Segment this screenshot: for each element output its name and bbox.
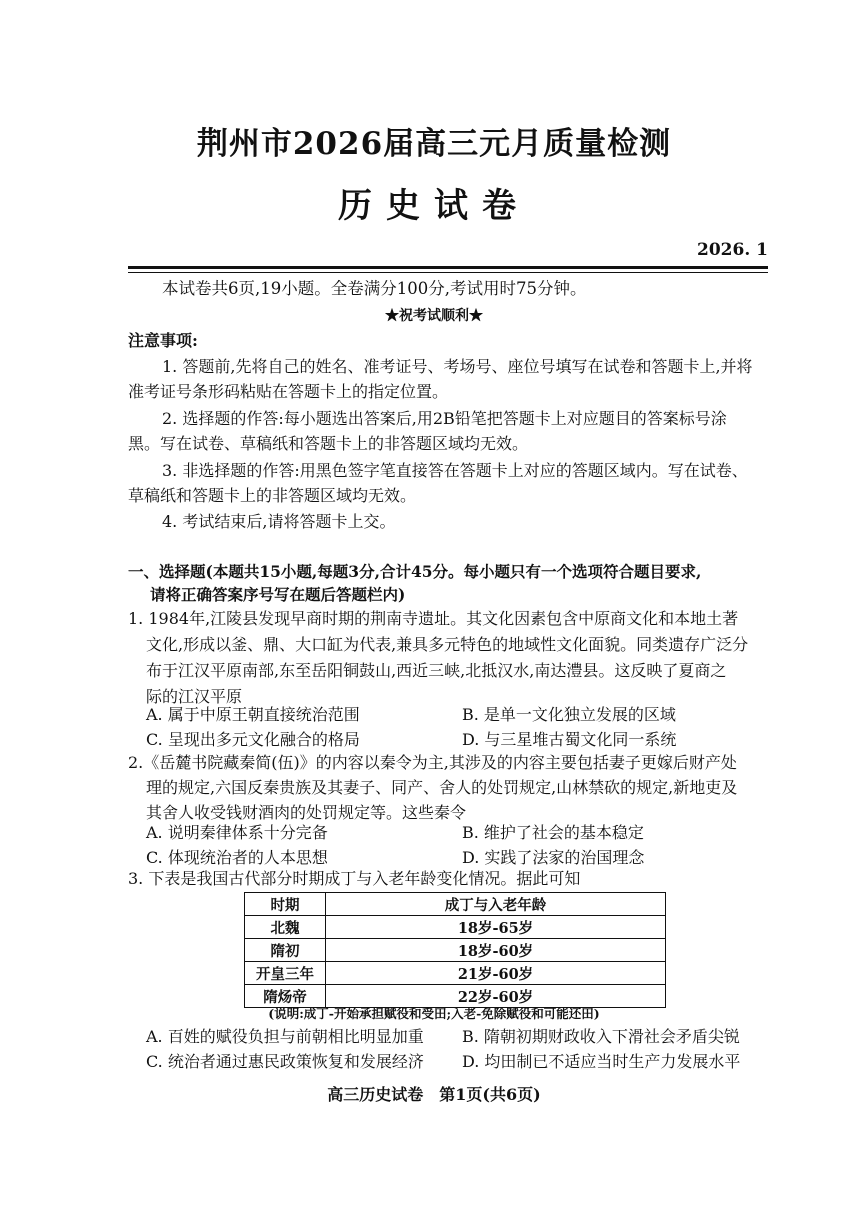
exam-title: 荆州市2026届高三元月质量检测 [196, 126, 672, 162]
exam-subtitle: 历史试卷 [338, 186, 530, 226]
table-header-row [245, 893, 666, 916]
question-3-option-c: C. 统治者通过惠民政策恢复和发展经济 [146, 1052, 424, 1071]
question-1-line: 1. 1984年,江陵县发现早商时期的荆南寺遗址。其文化因素包含中原商文化和本地土著 [128, 609, 739, 628]
table-cell: 北魏 [245, 916, 326, 939]
table-header-cell: 成丁与入老年龄 [326, 893, 666, 916]
table-row [245, 916, 666, 939]
table-row [245, 939, 666, 962]
table-cell: 21岁-60岁 [326, 962, 666, 985]
age-table [244, 892, 666, 1008]
notice-heading: 注意事项: [128, 331, 198, 350]
header-rule-thick [128, 266, 768, 269]
table-cell: 18岁-65岁 [326, 916, 666, 939]
question-3-option-b: B. 隋朝初期财政收入下滑社会矛盾尖锐 [462, 1027, 740, 1046]
question-2-option-b: B. 维护了社会的基本稳定 [462, 823, 644, 842]
table-row [245, 962, 666, 985]
notice-line: 3. 非选择题的作答:用黑色签字笔直接答在答题卡上对应的答题区域内。写在试卷、 [162, 461, 748, 480]
question-1-option-d: D. 与三星堆古蜀文化同一系统 [462, 730, 677, 749]
exam-wish: ★祝考试顺利★ [385, 308, 483, 324]
question-1-option-a: A. 属于中原王朝直接统治范围 [146, 705, 360, 724]
table-cell: 18岁-60岁 [326, 939, 666, 962]
question-3-line: 3. 下表是我国古代部分时期成丁与入老年龄变化情况。据此可知 [128, 869, 581, 888]
question-1-line: 文化,形成以釜、鼎、大口缸为代表,兼具多元特色的地域性文化面貌。同类遗存广泛分 [146, 635, 749, 654]
section-heading-cont: 请将正确答案序号写在题后答题栏内) [150, 585, 406, 604]
notice-line: 1. 答题前,先将自己的姓名、准考证号、考场号、座位号填写在试卷和答题卡上,并将 [162, 357, 753, 376]
table-header-cell: 时期 [245, 893, 326, 916]
question-2-option-d: D. 实践了法家的治国理念 [462, 848, 645, 867]
exam-date: 2026. 1 [697, 240, 768, 260]
table-cell: 隋初 [245, 939, 326, 962]
header-rule-thin [128, 272, 768, 273]
table-cell: 开皇三年 [245, 962, 326, 985]
notice-line: 黑。写在试卷、草稿纸和答题卡上的非答题区域均无效。 [128, 434, 529, 453]
notice-line: 草稿纸和答题卡上的非答题区域均无效。 [128, 486, 417, 505]
table-cell: 22岁-60岁 [326, 985, 666, 1008]
exam-summary: 本试卷共6页,19小题。全卷满分100分,考试用时75分钟。 [162, 279, 587, 298]
question-1-line: 际的江汉平原 [146, 687, 243, 706]
question-1-option-c: C. 呈现出多元文化融合的格局 [146, 730, 360, 749]
section-heading: 一、选择题(本题共15小题,每题3分,合计45分。每小题只有一个选项符合题目要求, [128, 562, 702, 581]
question-1-option-b: B. 是单一文化独立发展的区域 [462, 705, 676, 724]
notice-line: 准考证号条形码粘贴在答题卡上的指定位置。 [128, 382, 449, 401]
question-2-line: 理的规定,六国反秦贵族及其妻子、同产、舍人的处罚规定,山林禁砍的规定,新地吏及 [146, 778, 738, 797]
question-1-line: 布于江汉平原南部,东至岳阳铜鼓山,西近三峡,北抵汉水,南达澧县。这反映了夏商之 [146, 661, 727, 680]
question-2-option-c: C. 体现统治者的人本思想 [146, 848, 328, 867]
notice-line: 4. 考试结束后,请将答题卡上交。 [162, 512, 396, 531]
question-2-line: 其舍人收受钱财酒肉的处罚规定等。这些秦令 [146, 803, 467, 822]
table-note: (说明:成丁-开始承担赋役和受田;入老-免除赋役和可能还田) [268, 1006, 600, 1021]
table-cell: 隋炀帝 [245, 985, 326, 1008]
notice-line: 2. 选择题的作答:每小题选出答案后,用2B铅笔把答题卡上对应题目的答案标号涂 [162, 409, 727, 428]
question-3-option-a: A. 百姓的赋役负担与前朝相比明显加重 [146, 1027, 424, 1046]
page-footer: 高三历史试卷 第1页(共6页) [327, 1085, 541, 1104]
question-2-line: 2.《岳麓书院藏秦简(伍)》的内容以秦令为主,其涉及的内容主要包括妻子更嫁后财产处 [128, 753, 737, 772]
question-3-option-d: D. 均田制已不适应当时生产力发展水平 [462, 1052, 741, 1071]
question-2-option-a: A. 说明秦律体系十分完备 [146, 823, 328, 842]
